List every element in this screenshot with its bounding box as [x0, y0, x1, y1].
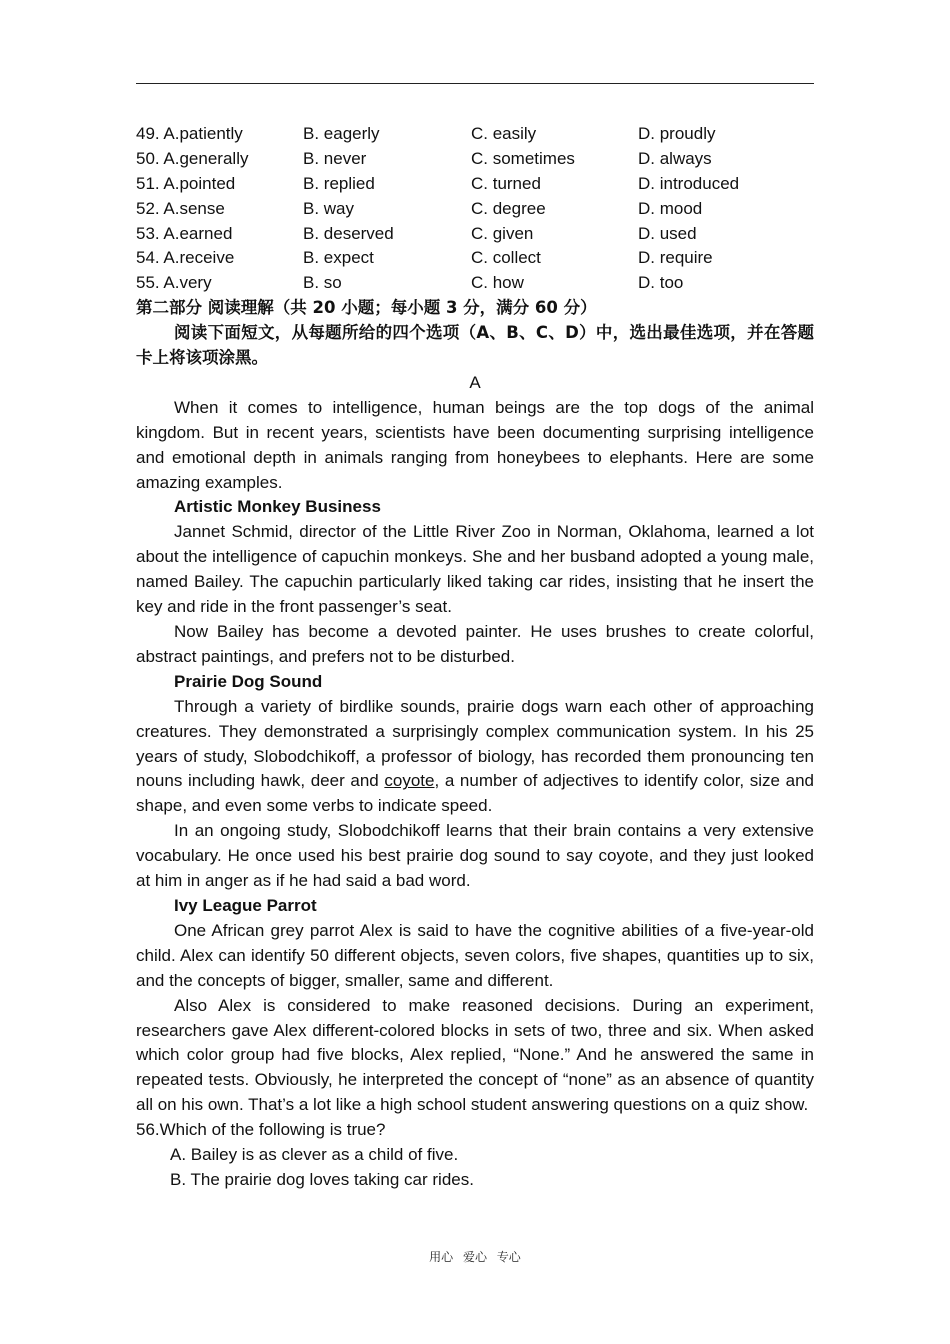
passage-label: A [469, 372, 481, 392]
paragraph-text: Through a variety of birdlike sounds, prairie dogs warn each other of approaching creatures. They demonstrated a surprisingly complex communication system. In his 25 years of study, Slobodchikoff, a professor of biology, has recorded them pronouncing ten nouns including hawk, deer and [136, 696, 814, 791]
option-b: B. so [303, 273, 342, 293]
option-d: D. mood [638, 198, 703, 218]
page-footer: 用心 爱心 专心 [429, 1250, 521, 1264]
page-content [136, 122, 814, 1193]
option-row [136, 222, 814, 247]
option-d: D. introduced [638, 173, 740, 193]
option-a: 51. A.pointed [136, 173, 236, 193]
option-a: 53. A.earned [136, 223, 233, 243]
underlined-word: coyote [384, 771, 435, 791]
option-b: B. expect [303, 248, 374, 268]
option-a: 54. A.receive [136, 248, 235, 268]
option-a: 55. A.very [136, 273, 212, 293]
option-a: 50. A.generally [136, 148, 249, 168]
subheading-parrot: Ivy League Parrot [174, 895, 317, 915]
answer-choice: B. The prairie dog loves taking car rides. [170, 1169, 474, 1189]
question-stem: 56.Which of the following is true? [136, 1120, 386, 1140]
option-a: 49. A.patiently [136, 124, 243, 143]
option-d: D. too [638, 273, 684, 293]
option-d: D. require [638, 248, 713, 268]
answer-choice: A. Bailey is as clever as a child of five. [170, 1145, 459, 1165]
section-title: 第二部分 阅读理解（共 20 小题；每小题 3 分，满分 60 分） [136, 298, 597, 318]
option-c: C. turned [471, 173, 541, 193]
option-row [136, 147, 814, 172]
option-row [136, 172, 814, 197]
paragraph-text: , a number of adjectives to identify color, size and shape, and even some verbs to indicate speed. [136, 771, 814, 816]
option-row [136, 271, 814, 296]
option-c: C. collect [471, 248, 541, 268]
paragraph: Now Bailey has become a devoted painter. He uses brushes to create colorful, abstract paintings, and prefers not to be disturbed. [136, 622, 814, 666]
option-row [136, 246, 814, 271]
paragraph: Jannet Schmid, director of the Little River Zoo in Norman, Oklahoma, learned a lot about the intelligence of capuchin monkeys. She and her busband adopted a young male, named Bailey. The capuchin particularly liked taking car rides, insisting that he insert the key and ride in the front passenger’s seat. [136, 522, 814, 617]
options-table [136, 122, 814, 296]
option-d: D. used [638, 223, 697, 243]
option-b: B. deserved [303, 223, 394, 243]
subheading-monkey: Artistic Monkey Business [174, 497, 381, 517]
option-d: D. always [638, 148, 712, 168]
paragraph: Also Alex is considered to make reasoned decisions. During an experiment, researchers gave Alex different-colored blocks in sets of two, three and six. When asked which color group had five blocks, Alex replied, “None.” And he answered the same in repeated tests. Obviously, he interpreted the concept of “none” as an absence of quantity all on his own. That’s a lot like a high school student answering questions on a quiz show. [136, 995, 814, 1115]
option-b: B. never [303, 148, 367, 168]
option-b: B. replied [303, 173, 375, 193]
paragraph [136, 695, 814, 820]
option-a: 52. A.sense [136, 198, 225, 218]
option-d: D. proudly [638, 124, 716, 143]
subheading-prairie-dog: Prairie Dog Sound [174, 671, 323, 691]
paragraph: In an ongoing study, Slobodchikoff learns that their brain contains a very extensive vocabulary. He once used his best prairie dog sound to say coyote, and they just looked at him in anger as if he had said a bad word. [136, 821, 814, 891]
instruction-text: 阅读下面短文，从每题所给的四个选项（A、B、C、D）中，选出最佳选项，并在答题卡上将该项涂黑。 [136, 323, 814, 368]
option-row [136, 197, 814, 222]
option-c: C. easily [471, 124, 537, 143]
intro-paragraph: When it comes to intelligence, human beings are the top dogs of the animal kingdom. But in recent years, scientists have been documenting surprising intelligence and emotional depth in animals ranging from honeybees to elephants. Here are some amazing examples. [136, 397, 814, 492]
header-rule [136, 83, 814, 84]
option-b: B. eagerly [303, 124, 380, 143]
paragraph: One African grey parrot Alex is said to have the cognitive abilities of a five-year-old child. Alex can identify 50 different objects, seven colors, five shapes, quantities up to six, and the concepts of bigger, smaller, same and different. [136, 920, 814, 990]
option-c: C. given [471, 223, 534, 243]
option-c: C. how [471, 273, 524, 293]
option-b: B. way [303, 198, 355, 218]
option-c: C. sometimes [471, 148, 575, 168]
option-c: C. degree [471, 198, 546, 218]
option-row [136, 122, 814, 147]
